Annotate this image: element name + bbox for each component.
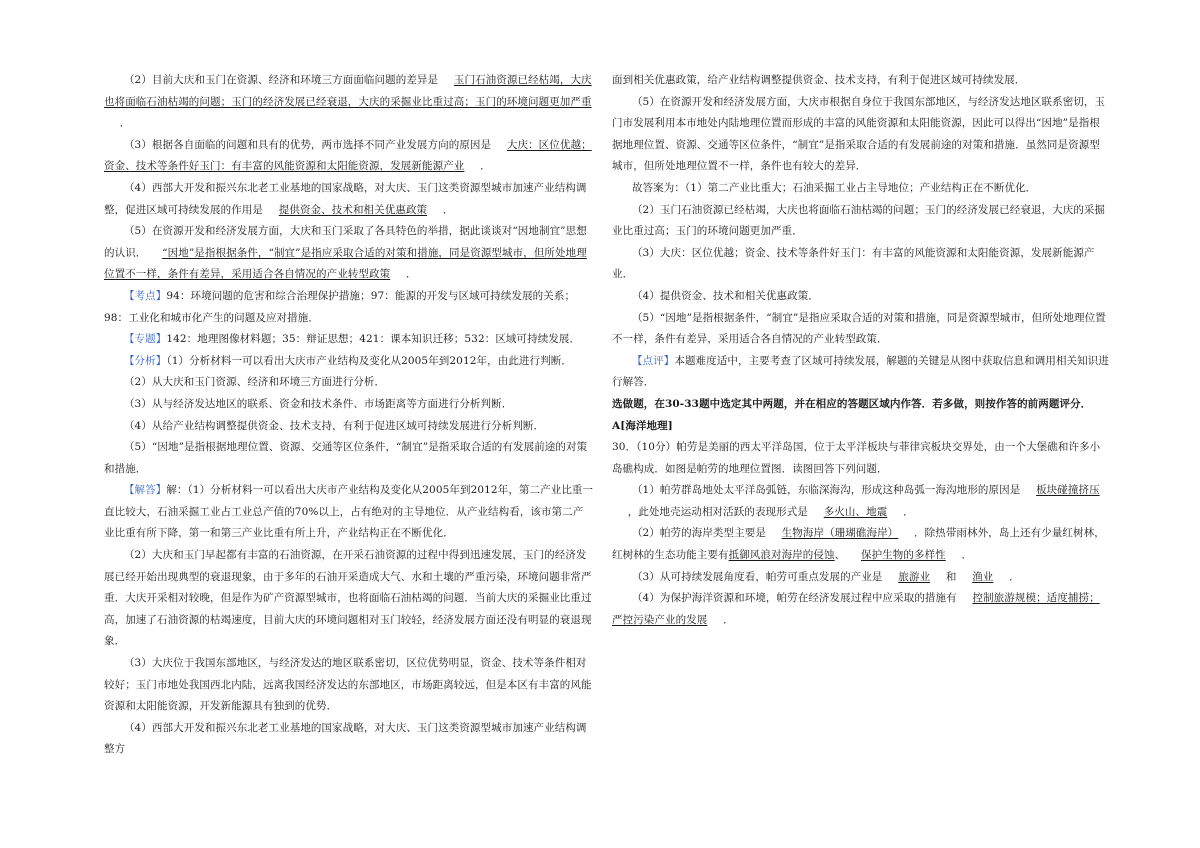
question-5-text: （5）在资源开发和经济发展方面，大庆和玉门采取了各具特色的举措，据此谈谈对“因地制宜”思想的认识． xyxy=(104,225,587,259)
fenxi-2: （2）从大庆和玉门资源、经济和环境三方面进行分析． xyxy=(123,376,386,389)
jieda-3: （3）大庆位于我国东部地区，与经济发达的地区联系密切，区位优势明显，资金、技术等条件相对较好；玉门市地处我国西北内陆，远离我国经济发达的东部地区，市场距离较远，但是本区有丰富的风能资源和太阳能资源，开发新能源具有独到的优势． xyxy=(104,657,592,713)
question-4-text: （4）西部大开发和振兴东北老工业基地的国家战略，对大庆、玉门这类资源型城市加速产业结构调整，促进区域可持续发展的作用是 xyxy=(104,181,587,216)
dianping-tag: 【点评】 xyxy=(631,354,675,367)
q30-1-text: （1）帕劳群岛地处太平洋岛弧链，东临深海沟，形成这种岛弧一海沟地形的原因是 xyxy=(631,484,1021,497)
punct: ． xyxy=(480,160,491,173)
jieda-tag: 【解答】 xyxy=(123,484,167,497)
kaodian-tag: 【考点】 xyxy=(123,289,167,302)
fenxi-line: （1）分析材料一可以看出大庆市产业结构及变化从2005年到2012年，由此进行判断． xyxy=(166,354,572,367)
answer-2: （2）玉门石油资源已经枯竭，大庆也将面临石油枯竭的问题；玉门的经济发展已经衰退，大庆的采掘业比重过高；玉门的环境问题更加严重． xyxy=(612,203,1106,238)
left-column xyxy=(104,70,594,761)
q30-2-mid: ．除热带雨林外，岛上还有少量红树林，红树林的生态功能主要有 xyxy=(612,527,1105,562)
answer-summary: 故答案为：（1）第二产业比重大；石油采掘工业占主导地位；产业结构正在不断优化． xyxy=(631,181,1037,194)
fenxi-tag: 【分析】 xyxy=(123,354,167,367)
jieda-5: （5）在资源开发和经济发展方面，大庆市根据自身位于我国东部地区，与经济发达地区联系密切，玉门市发展利用本市地处内陆地理位置而形成的丰富的风能资源和太阳能资源，因此可以得出“因地”是指根据地理位置、资源、交通等区位条件，“制宜”是指采取合适的有发展前途的对策和措施．虽然同是资源型城市，但所处地理位置不一样，条件也有较大的差异． xyxy=(612,95,1106,173)
question-3 xyxy=(104,135,594,178)
continuation: 面到相关优惠政策，给产业结构调整提供资金、技术支持，有利于促进区域可持续发展． xyxy=(612,74,1026,86)
question-2 xyxy=(104,70,594,135)
question-5-answer: “因地”是指根据条件，“制宜”是指应采取合适的对策和措施，同是资源型城市，但所处地理位置不一样，条件有差异，采用适合各自情况的产业转型政策 xyxy=(104,246,587,281)
q30-3-text: （3）从可持续发展角度看，帕劳可重点发展的产业是 xyxy=(631,570,883,583)
question-30-4 xyxy=(612,588,1110,631)
punct: ． xyxy=(903,505,914,518)
q30-3-mid: 和 xyxy=(945,570,957,583)
answer-5: （5）“因地”是指根据条件，“制宜”是指应采取合适的对策和措施，同是资源型城市，但所处地理位置不一样，条件有差异，采用适合各自情况的产业转型政策． xyxy=(612,311,1106,346)
dianping xyxy=(612,351,1110,394)
punct: ． xyxy=(119,117,131,130)
question-4 xyxy=(104,178,594,221)
question-2-text: （2）目前大庆和玉门在资源、经济和环境三方面面临问题的差异是 xyxy=(123,74,439,86)
jieda-text: 解：（1）分析材料一可以看出大庆市产业结构及变化从2005年到2012年，第二产业比重一直比较大，石油采掘工业占工业总产值的70%以上，占有绝对的主导地位．从产业结构看，该市第二产业比重有所下降，第一和第三产业比重有所上升，产业结构正在不断优化． xyxy=(104,484,594,540)
q30-1-mid: ，此处地壳运动相对活跃的表现形式是 xyxy=(627,505,808,518)
question-3-text: （3）根据各自面临的问题和具有的优势，两市选择不同产业发展方向的原因是 xyxy=(123,138,492,151)
right-column xyxy=(612,70,1110,631)
jieda-2: （2）大庆和玉门早起都有丰富的石油资源，在开采石油资源的过程中得到迅速发展，玉门的经济发展已经开始出现典型的衰退现象，由于多年的石油开采造成大气、水和土壤的严重污染，环境问题非常严重．大庆开采相对较晚，但是作为矿产资源型城市，也将面临石油枯竭的问题．当前大庆的采掘业比重过高，加速了石油资源的枯竭速度，目前大庆的环境问题相对玉门较轻，经济发展方面还没有明显的衰退现象． xyxy=(104,549,592,648)
dianping-text: 本题难度适中，主要考查了区域可持续发展，解题的关键是从图中获取信息和调用相关知识进行解答． xyxy=(612,354,1109,389)
kaodian-text: 94：环境问题的危害和综合治理保护措施；97：能源的开发与区域可持续发展的关系；98：工业化和城市化产生的问题及应对措施． xyxy=(104,289,576,324)
q30-2-text: （2）帕劳的海岸类型主要是 xyxy=(631,527,766,540)
answer-3: （3）大庆：区位优越；资金、技术等条件好玉门：有丰富的风能资源和太阳能资源，发展新能源产业． xyxy=(612,246,1095,281)
question-4-answer: 提供资金、技术和相关优惠政策 xyxy=(278,203,428,216)
fenxi-4: （4）从给产业结构调整提供资金、技术支持，有利于促进区域可持续发展进行分析判断． xyxy=(123,419,545,432)
zhuanti xyxy=(104,329,594,351)
question-5 xyxy=(104,221,594,286)
answer-4: （4）提供资金、技术和相关优惠政策． xyxy=(631,289,819,302)
q30-2-answer2: 抵御风浪对海岸的侵蚀 xyxy=(728,549,835,562)
q30-2-answer: 生物海岸（珊瑚礁海岸） xyxy=(781,527,899,540)
punct: 、 xyxy=(834,549,846,562)
q30-1-answer2: 多火山、地震 xyxy=(823,505,888,518)
q30-3-answer2: 渔业 xyxy=(972,570,994,583)
jieda-1 xyxy=(104,480,594,545)
punct: ． xyxy=(405,268,417,281)
punct: ． xyxy=(723,613,734,626)
q30-2-answer3: 保护生物的多样性 xyxy=(860,549,946,562)
zhuanti-text: 142：地理图像材料题；35：辩证思想；421：课本知识迁移；532：区域可持续发展． xyxy=(166,333,581,346)
q30-1-answer: 板块碰撞挤压 xyxy=(1036,484,1100,497)
zhuanti-tag: 【专题】 xyxy=(123,333,167,346)
q30-4-answer: 控制旅游规模；适度捕捞；严控污染产业的发展 xyxy=(612,592,1100,626)
question-2-answer: 玉门石油资源已经枯竭，大庆也将面临石油枯竭的问题；玉门的经济发展已经衰退，大庆的采掘业比重过高；玉门的环境问题更加严重 xyxy=(104,74,592,108)
section-heading: 选做题，在30-33题中选定其中两题，并在相应的答题区域内作答．若多做，则按作答的前两题评分．A[海洋地理] xyxy=(612,397,1092,432)
fenxi-1 xyxy=(104,351,594,373)
q30-3-answer: 旅游业 xyxy=(898,570,931,583)
kaodian xyxy=(104,286,594,329)
question-30: 30．（10分）帕劳是美丽的西太平洋岛国，位于太平洋板块与菲律宾板块交界处，由一个大堡礁和许多小岛礁构成．如图是帕劳的地理位置图．读图回答下列问题． xyxy=(612,441,1101,475)
punct: ． xyxy=(442,203,454,216)
question-30-3 xyxy=(612,567,1110,589)
fenxi-5: （5）“因地”是指根据地理位置、资源、交通等区位条件，“制宜”是指采取合适的有发展前途的对策和措施． xyxy=(104,441,588,475)
question-3-answer: 大庆：区位优越；资金、技术等条件好玉门：有丰富的风能资源和太阳能资源，发展新能源产业 xyxy=(104,138,592,173)
question-30-2 xyxy=(612,523,1110,566)
punct: ． xyxy=(961,549,973,562)
question-30-1 xyxy=(612,480,1110,523)
jieda-4: （4）西部大开发和振兴东北老工业基地的国家战略，对大庆、玉门这类资源型城市加速产业结构调整方 xyxy=(104,721,587,756)
punct: ． xyxy=(1009,570,1020,583)
fenxi-3: （3）从与经济发达地区的联系、资金和技术条件、市场距离等方面进行分析判断． xyxy=(123,397,513,410)
q30-4-text: （4）为保护海洋资源和环境，帕劳在经济发展过程中应采取的措施有 xyxy=(631,592,957,605)
